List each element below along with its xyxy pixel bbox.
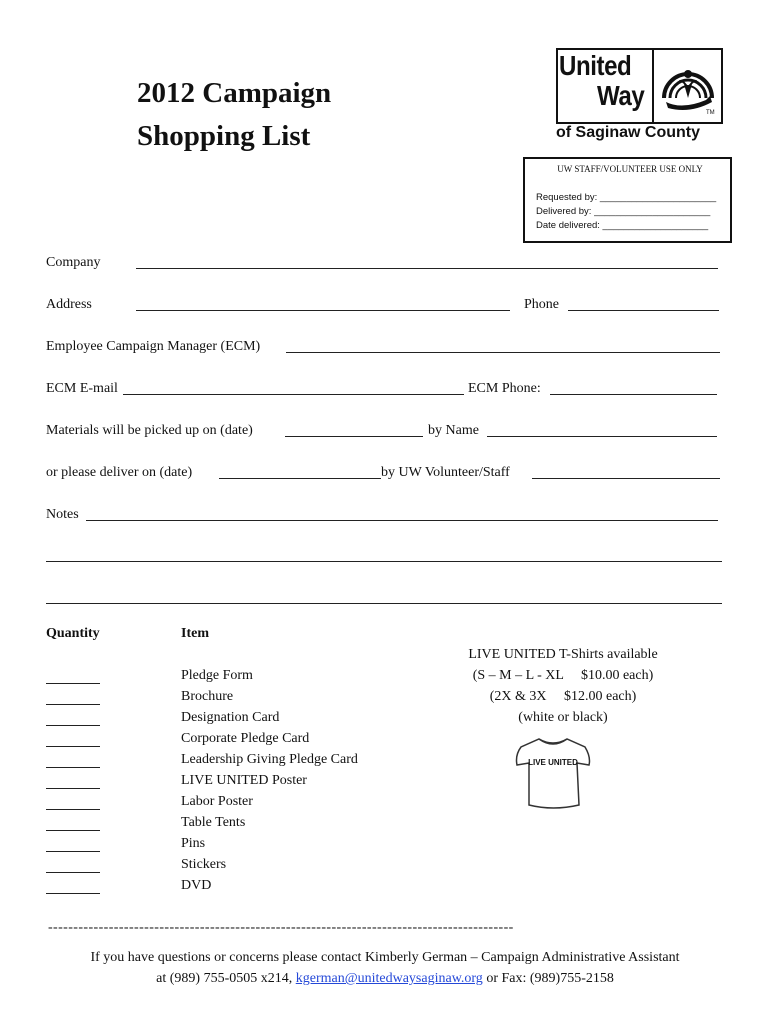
footer-contact-details [0,971,770,987]
phone-field[interactable] [568,310,719,311]
footer-contact-line: If you have questions or concerns please contact Kimberly German – Campaign Administrative Assistant [90,950,680,965]
logo-word-united: United [559,50,632,81]
qty-field-brochure[interactable] [46,704,100,705]
delivered-by-field: Delivered by: ______________________ [536,206,711,217]
email-link[interactable]: kgerman@unitedwaysaginaw.org [295,971,483,986]
item-designation-card: Designation Card [181,710,280,725]
company-label: Company [46,255,101,270]
title-line-2: Shopping List [137,120,311,152]
staff-box-title: UW STAFF/VOLUNTEER USE ONLY [557,164,703,174]
tshirt-price-large: (2X & 3X $12.00 each) [489,689,637,704]
by-volunteer-label: by UW Volunteer/Staff [381,465,510,480]
qty-field-labor-poster[interactable] [46,809,100,810]
notes-line-3[interactable] [46,603,722,604]
pickup-date-field[interactable] [285,436,423,437]
item-leadership-pledge-card: Leadership Giving Pledge Card [181,752,358,767]
by-volunteer-field[interactable] [532,478,720,479]
ecm-phone-field[interactable] [550,394,717,395]
tshirt-icon [513,735,593,811]
item-labor-poster: Labor Poster [181,794,253,809]
qty-field-stickers[interactable] [46,872,100,873]
footer-phone: at (989) 755-0505 x214, [156,971,293,986]
quantity-header: Quantity [46,626,100,641]
tshirt-price-regular: (S – M – L - XL $10.00 each) [472,668,654,683]
title-line-1: 2012 Campaign [137,77,332,109]
requested-by-field: Requested by: ______________________ [536,192,717,203]
item-corporate-pledge-card: Corporate Pledge Card [181,731,310,746]
helping-hand-icon [660,58,716,112]
item-live-united-poster: LIVE UNITED Poster [181,773,307,788]
notes-field[interactable] [86,520,718,521]
logo-trademark: TM [706,110,715,116]
ecm-phone-label: ECM Phone: [468,381,541,396]
qty-field-corporate-pledge-card[interactable] [46,746,100,747]
item-table-tents: Table Tents [181,815,246,830]
qty-field-pins[interactable] [46,851,100,852]
page-title [137,72,331,158]
qty-field-table-tents[interactable] [46,830,100,831]
phone-label: Phone [524,297,559,312]
logo-divider [652,48,654,124]
deliver-date-label: or please deliver on (date) [46,465,193,480]
item-header: Item [181,626,209,641]
address-field[interactable] [136,310,510,311]
date-delivered-field: Date delivered: ____________________ [536,220,709,231]
item-pins: Pins [181,836,206,851]
item-brochure: Brochure [181,689,234,704]
pickup-date-label: Materials will be picked up on (date) [46,423,253,438]
qty-field-pledge-form[interactable] [46,683,100,684]
footer-divider: -------------------------------------------------------------------------------------------- [48,920,514,935]
item-dvd: DVD [181,878,212,893]
item-pledge-form: Pledge Form [181,668,253,683]
notes-line-2[interactable] [46,561,722,562]
item-stickers: Stickers [181,857,227,872]
by-name-label: by Name [428,423,479,438]
qty-field-dvd[interactable] [46,893,100,894]
qty-field-live-united-poster[interactable] [46,788,100,789]
deliver-date-field[interactable] [219,478,381,479]
ecm-label: Employee Campaign Manager (ECM) [46,339,261,354]
tshirt-colors: (white or black) [518,710,608,725]
logo-county: of Saginaw County [556,124,700,141]
logo-word-way: Way [597,80,645,111]
tshirt-availability: LIVE UNITED T-Shirts available [468,647,658,662]
qty-field-designation-card[interactable] [46,725,100,726]
ecm-field[interactable] [286,352,720,353]
ecm-email-field[interactable] [123,394,464,395]
footer-fax: or Fax: (989)755-2158 [486,971,614,986]
notes-label: Notes [46,507,79,522]
tshirt-print-text: LIVE UNITED [528,758,578,767]
by-name-field[interactable] [487,436,717,437]
ecm-email-label: ECM E-mail [46,381,118,396]
address-label: Address [46,297,92,312]
qty-field-leadership-pledge-card[interactable] [46,767,100,768]
company-field[interactable] [136,268,718,269]
